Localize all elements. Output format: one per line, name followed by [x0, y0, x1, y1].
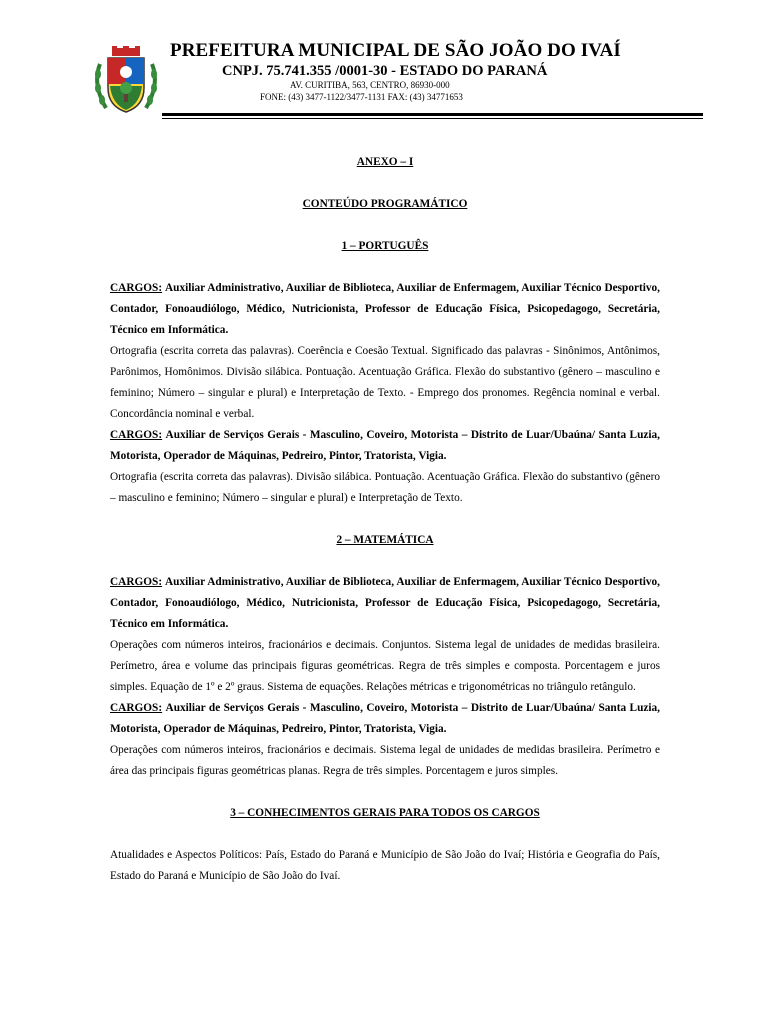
cnpj-line: CNPJ. 75.741.355 /0001-30 - ESTADO DO PARANÁ: [222, 63, 548, 79]
content-paragraph: Operações com números inteiros, fracionários e decimais. Sistema legal de unidades de medidas brasileira. Perímetro e área das principais figuras geométricas planas. Regra de três simples. Porcentagem e juros simples.: [110, 744, 660, 777]
cargos-label: CARGOS:: [110, 702, 163, 714]
cargos-label: CARGOS:: [110, 282, 163, 294]
content-paragraph: Operações com números inteiros, fracionários e decimais. Conjuntos. Sistema legal de unidades de medidas brasileira. Perímetro, área e volume das principais figuras geométricas. Regra de três simples e composta. Porcentagem e juros simples. Equação de 1º e 2º graus. Sistema de equações. Relações métricas e trigonométricas no triângulo retângulo.: [110, 639, 660, 693]
cargos-label: CARGOS:: [110, 576, 163, 588]
cargos-list: Auxiliar de Serviços Gerais - Masculino, Coveiro, Motorista – Distrito de Luar/Ubaúna/ Santa Luzia, Motorista, Operador de Máquinas, Pedreiro, Pintor, Tratorista, Vigia.: [110, 429, 661, 462]
section-title-portugues: 1 – PORTUGUÊS: [341, 240, 429, 252]
cargos-list: Auxiliar Administrativo, Auxiliar de Biblioteca, Auxiliar de Enfermagem, Auxiliar Técnico Desportivo, Contador, Fonoaudiólogo, Médico, Nutricionista, Professor de Educação Física, Psicopedagogo, Secretária, Técnico em Informática.: [110, 576, 661, 630]
municipal-coat-of-arms-icon: [90, 44, 162, 116]
cargos-list: Auxiliar de Serviços Gerais - Masculino, Coveiro, Motorista – Distrito de Luar/Ubaúna/ Santa Luzia, Motorista, Operador de Máquinas, Pedreiro, Pintor, Tratorista, Vigia.: [110, 702, 661, 735]
cargos-paragraph: [110, 278, 660, 341]
content-paragraph: Atualidades e Aspectos Políticos: País, Estado do Paraná e Município de São João do Ivaí; História e Geografia do País, Estado do Paraná e Município de São João do Ivaí.: [110, 849, 660, 882]
document-body: [110, 152, 660, 887]
content-paragraph: Ortografia (escrita correta das palavras). Divisão silábica. Pontuação. Acentuação Gráfica. Flexão do substantivo (gênero – masculino e feminino; Número – singular e plural) e Interpretação de Texto.: [110, 471, 660, 504]
section-title-matematica: 2 – MATEMÁTICA: [336, 534, 434, 546]
program-heading: CONTEÚDO PROGRAMÁTICO: [302, 198, 468, 210]
cargos-list: Auxiliar Administrativo, Auxiliar de Biblioteca, Auxiliar de Enfermagem, Auxiliar Técnico Desportivo, Contador, Fonoaudiólogo, Médico, Nutricionista, Professor de Educação Física, Psicopedagogo, Secretária, Técnico em Informática.: [110, 282, 661, 336]
address-line: AV. CURITIBA, 563, CENTRO, 86930-000: [290, 80, 450, 90]
phone-line: FONE: (43) 3477-1122/3477-1131 FAX: (43) 34771653: [260, 92, 463, 102]
cargos-paragraph: [110, 572, 660, 635]
cargos-paragraph: [110, 425, 660, 467]
letterhead: [0, 0, 770, 125]
cargos-label: CARGOS:: [110, 429, 163, 441]
content-paragraph: Ortografia (escrita correta das palavras). Coerência e Coesão Textual. Significado das palavras - Sinônimos, Antônimos, Parônimos, Homônimos. Divisão silábica. Pontuação. Acentuação Gráfica. Flexão do substantivo (gênero – masculino e feminino; Número – singular e plural) e Interpretação de Texto. - Emprego dos pronomes. Regência nominal e verbal. Concordância nominal e verbal.: [110, 345, 660, 420]
annex-heading: ANEXO – I: [356, 156, 414, 168]
municipality-title: PREFEITURA MUNICIPAL DE SÃO JOÃO DO IVAÍ: [170, 40, 621, 61]
cargos-paragraph: [110, 698, 660, 740]
header-divider-thick: [162, 113, 703, 116]
header-divider-thin: [162, 118, 703, 119]
section-title-conhecimentos-gerais: 3 – CONHECIMENTOS GERAIS PARA TODOS OS CARGOS: [230, 807, 540, 819]
